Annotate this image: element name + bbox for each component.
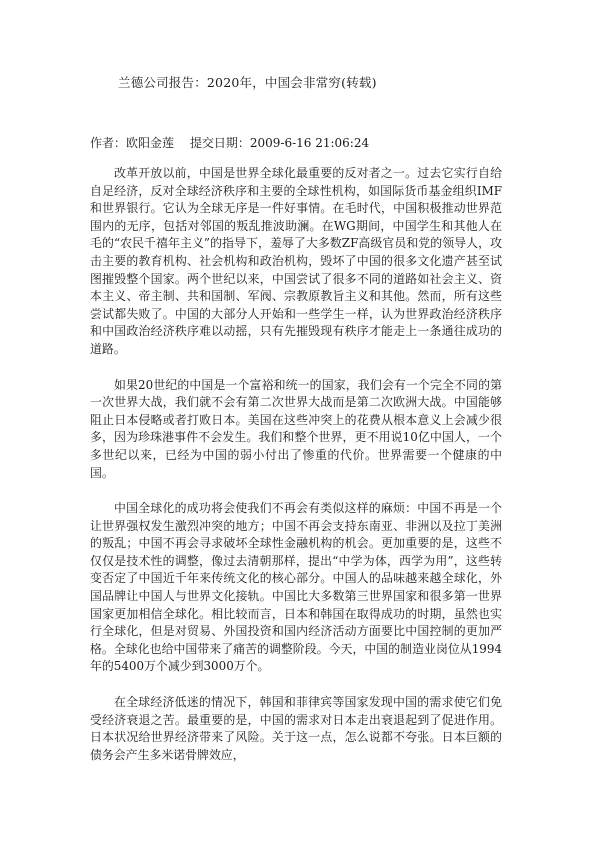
- article-body: [90, 165, 502, 782]
- document-title: 兰德公司报告：2020年，中国会非常穷(转载): [118, 75, 377, 90]
- paragraph-1: 改革开放以前，中国是世界全球化最重要的反对者之一。过去它实行自给自足经济，反对全球经济秩序和主要的全球性机构，如国际货币基金组织IMF和世界银行。它认为全球无序是一件好事情。在毛时代，中国积极推动世界范围内的无序，包括对邻国的叛乱推波助澜。在WG期间，中国学生和其他人在毛的“农民千禧年主义”的指导下，羞辱了大多数ZF高级官员和党的领导人，攻击主要的教育机构、社会机构和政治机构，毁坏了中国的很多文化遗产甚至试图摧毁整个国家。两个世纪以来，中国尝试了很多不同的道路如社会主义、资本主义、帝主制、共和国制、军阀、宗教原教旨主义和其他。然而，所有这些尝试都失败了。中国的大部分人开始和一些学生一样，认为世界政治经济秩序和中国政治经济秩序难以动摇，只有先摧毁现有秩序才能走上一条通往成功的道路。: [90, 166, 502, 356]
- paragraph-3: 中国全球化的成功将会使我们不再会有类似这样的麻烦：中国不再是一个让世界强权发生激烈冲突的地方；中国不再会支持东南亚、非洲以及拉丁美洲的叛乱；中国不再会寻求破坏全球性金融机构的机会。更加重要的是，这些不仅仅是技术性的调整，像过去清朝那样，提出“中学为体，西学为用”，这些转变否定了中国近千年来传统文化的核心部分。中国人的品味越来越全球化，外国品牌让中国人与世界文化接轨。中国比大多数第三世界国家和很多第一世界国家更加相信全球化。相比较而言，日本和韩国在取得成功的时期，虽然也实行全球化，但是对贸易、外国投资和国内经济活动方面要比中国控制的更加严格。全球化也给中国带来了痛苦的调整阶段。今天，中国的制造业岗位从1994年的5400万个减少到3000万个。: [90, 501, 502, 674]
- paragraph-2: 如果20世纪的中国是一个富裕和统一的国家，我们会有一个完全不同的第一次世界大战，我们就不会有第二次世界大战而是第二次欧洲大战。中国能够阻止日本侵略或者打败日本。美国在这些冲突上的花费从根本意义上会减少很多，因为珍珠港事件不会发生。我们和整个世界，更不用说10亿中国人，一个多世纪以来，已经为中国的弱小付出了惨重的代价。世界需要一个健康的中国。: [90, 377, 502, 480]
- document-meta: [90, 134, 369, 151]
- paragraph-4: 在全球经济低迷的情况下，韩国和菲律宾等国家发现中国的需求使它们免受经济衰退之苦。最重要的是，中国的需求对日本走出衰退起到了促进作用。日本状况给世界经济带来了风险。关于这一点，怎么说都不夸张。日本巨额的债务会产生多米诺骨牌效应，: [90, 695, 502, 762]
- author-label: 作者：欧阳金莲: [90, 136, 175, 150]
- submit-date: 提交日期：2009-6-16 21:06:24: [189, 136, 370, 150]
